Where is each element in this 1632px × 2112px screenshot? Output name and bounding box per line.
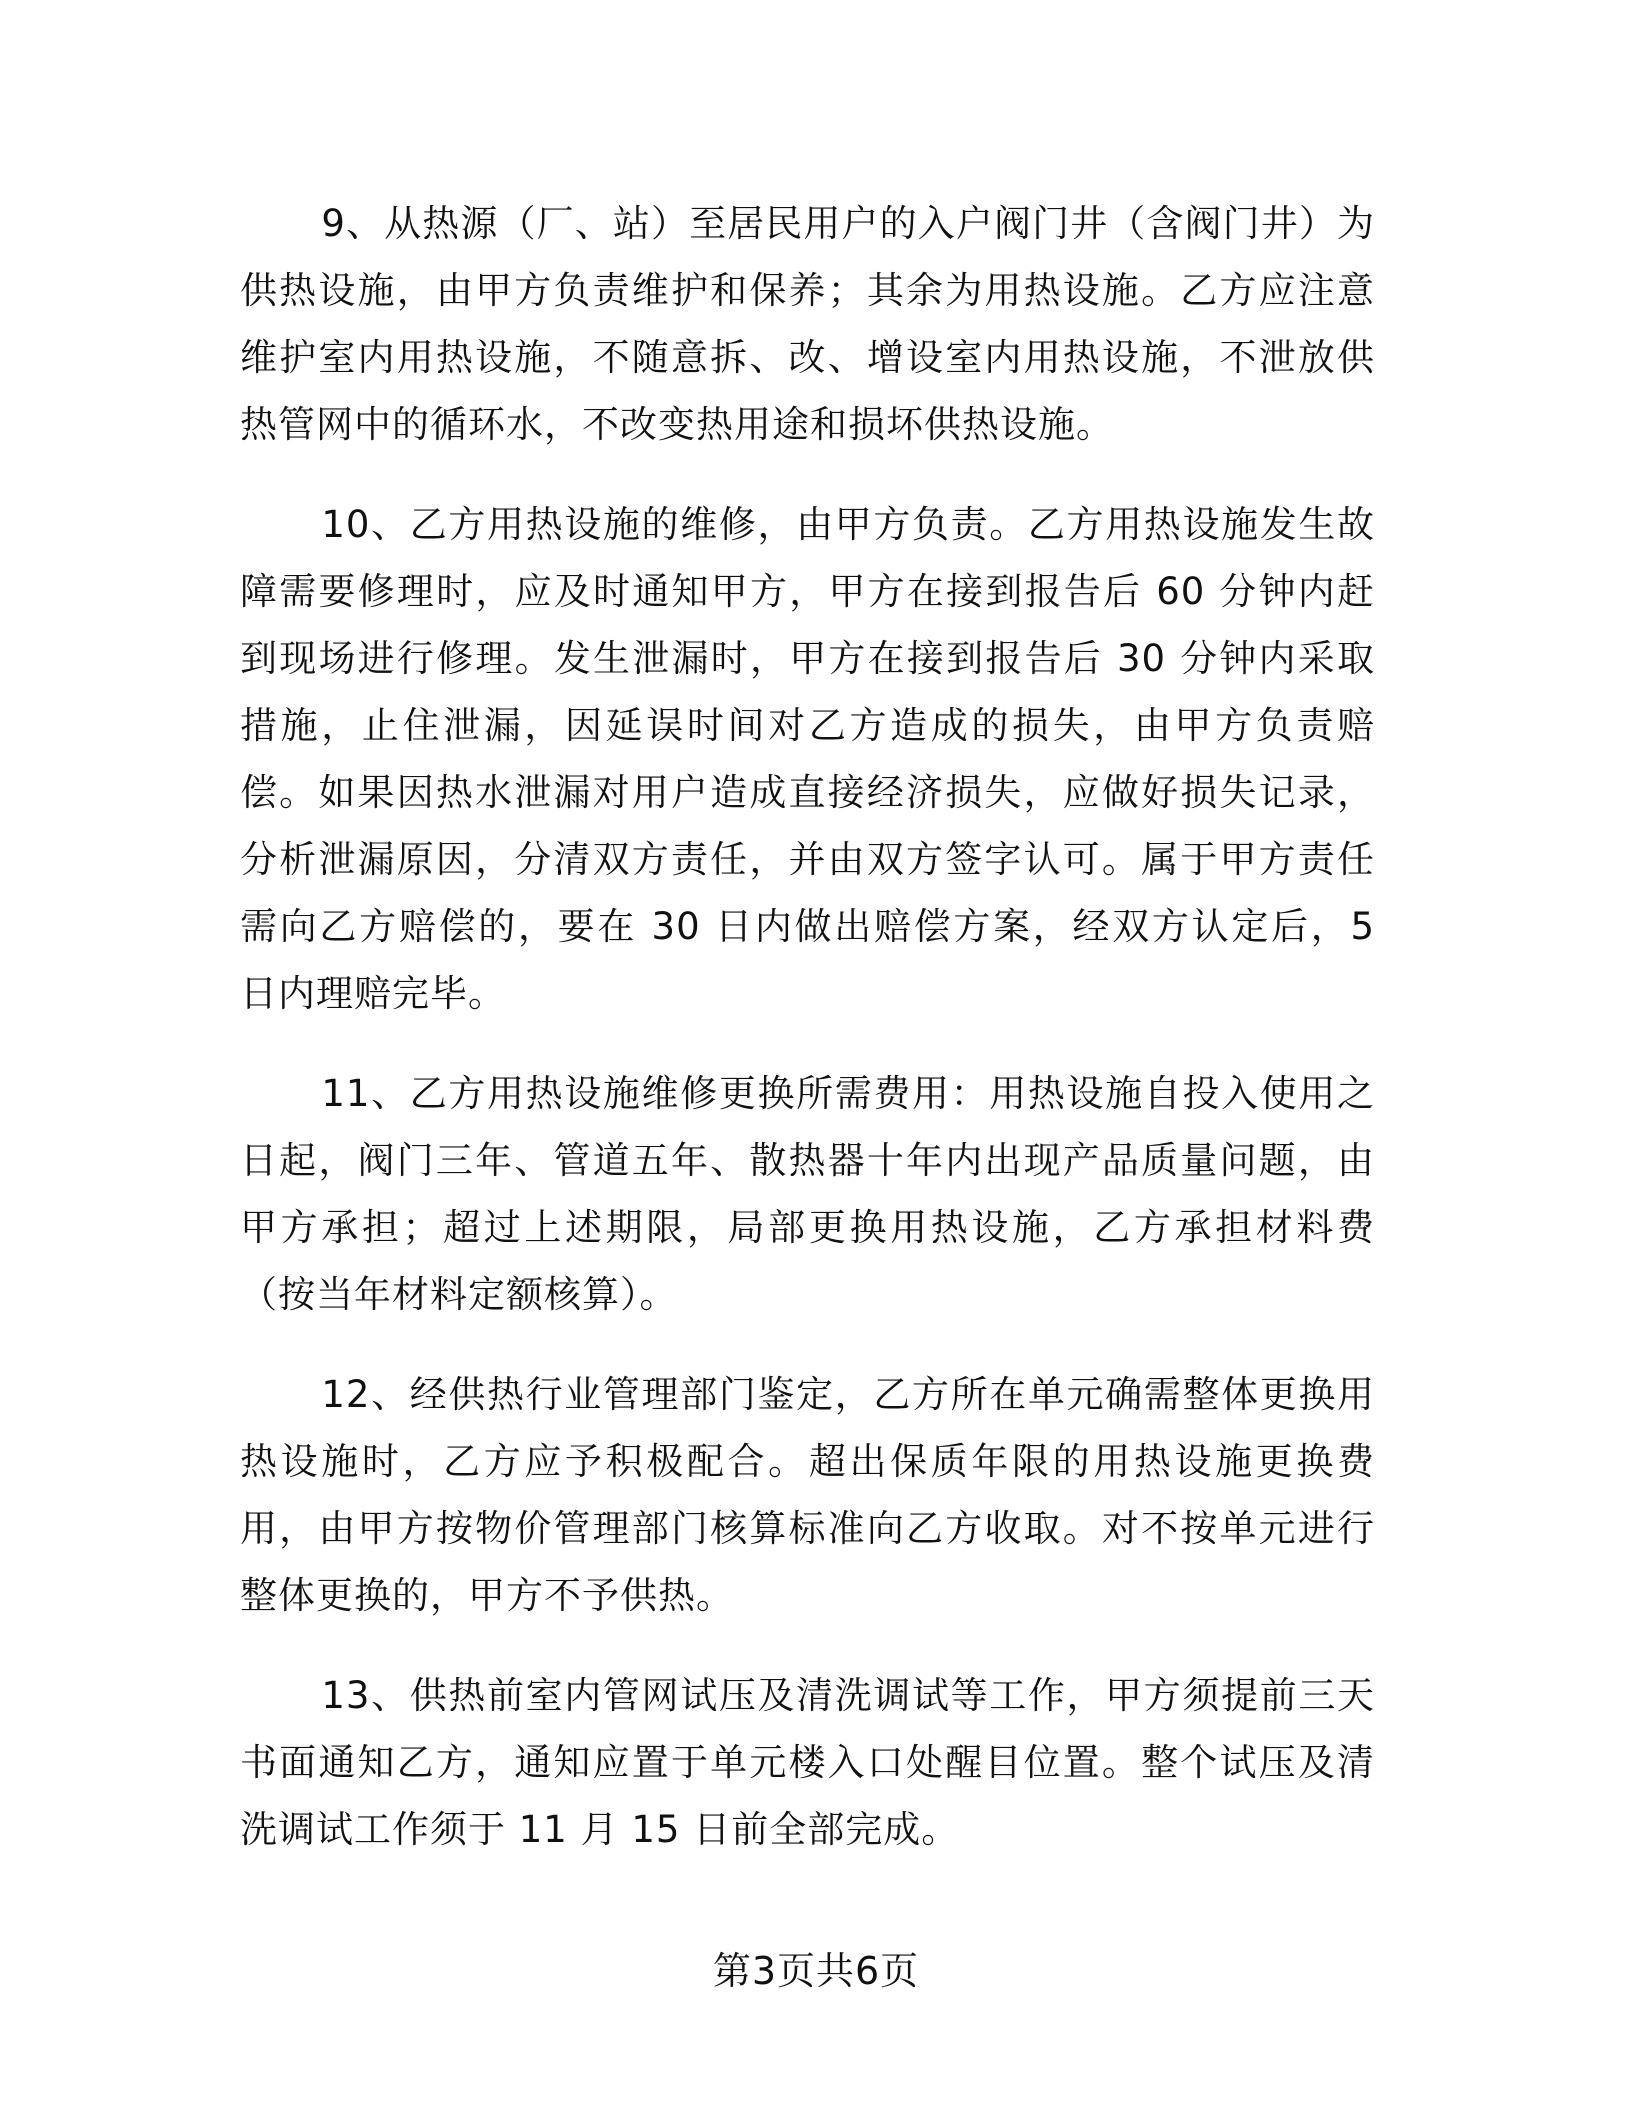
clause-9: 9、从热源（厂、站）至居民用户的入户阀门井（含阀门井）为供热设施，由甲方负责维护和保养；其余为用热设施。乙方应注意维护室内用热设施，不随意拆、改、增设室内用热设施，不泄放供热管网中的循环水，不改变热用途和损坏供热设施。 bbox=[240, 202, 1375, 446]
clause-12: 12、经供热行业管理部门鉴定，乙方所在单元确需整体更换用热设施时，乙方应予积极配合。超出保质年限的用热设施更换费用，由甲方按物价管理部门核算标准向乙方收取。对不按单元进行整体更换的，甲方不予供热。 bbox=[240, 1373, 1375, 1617]
document-body bbox=[240, 190, 1375, 1896]
clause-11: 11、乙方用热设施维修更换所需费用：用热设施自投入使用之日起，阀门三年、管道五年、散热器十年内出现产品质量问题，由甲方承担；超过上述期限，局部更换用热设施，乙方承担材料费（按当年材料定额核算）。 bbox=[240, 1072, 1375, 1316]
clause-10: 10、乙方用热设施的维修，由甲方负责。乙方用热设施发生故障需要修理时，应及时通知甲方，甲方在接到报告后 60 分钟内赶到现场进行修理。发生泄漏时，甲方在接到报告后 30 分钟内采取措施，止住泄漏，因延误时间对乙方造成的损失，由甲方负责赔偿。如果因热水泄漏对用户造成直接经济损失，应做好损失记录，分析泄漏原因，分清双方责任，并由双方签字认可。属于甲方责任需向乙方赔偿的，要在 30 日内做出赔偿方案，经双方认定后，5 日内理赔完毕。 bbox=[240, 503, 1375, 1015]
clause-13: 13、供热前室内管网试压及清洗调试等工作，甲方须提前三天书面通知乙方，通知应置于单元楼入口处醒目位置。整个试压及清洗调试工作须于 11 月 15 日前全部完成。 bbox=[240, 1674, 1375, 1851]
page-number-footer: 第3页共6页 bbox=[712, 1949, 920, 1993]
